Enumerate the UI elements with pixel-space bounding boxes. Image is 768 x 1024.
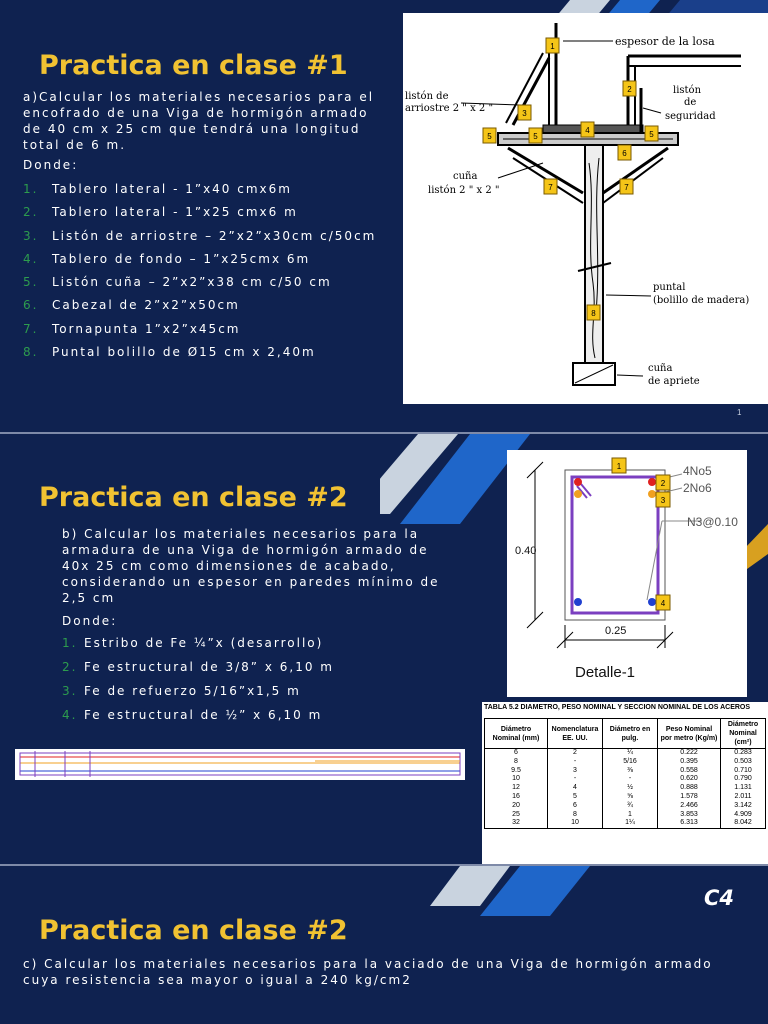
marker-5c: 5 [649,130,654,139]
c4-logo: C4 [704,886,735,910]
list-item: 7. Tornapunta 1”x2”x45cm [23,321,241,336]
slide-1-paragraph: a)Calcular los materiales necesarios para el encofrado de una Viga de hormigón armado de 40 cm x 25 cm que tendrá una longitud total de 6 m. [23,90,375,152]
bar-schematic [15,749,465,780]
marker-4: 4 [660,599,666,608]
label-liston-arriostre: listón de [405,91,449,102]
slide-3-title: Practica en clase #2 [39,915,348,946]
slide-2-donde: Donde: [62,614,118,628]
table-row: 20 6 ¾ 2.466 3.142 [485,802,766,811]
list-item: 6. Cabezal de 2”x2”x50cm [23,298,240,313]
slide-2-title: Practica en clase #2 [39,482,348,513]
steel-table [484,718,766,829]
slide-2 [0,434,768,864]
marker-3: 3 [522,109,527,118]
slide-1-title: Practica en clase #1 [39,50,348,81]
marker-5b: 5 [533,132,538,141]
steel-table-caption: TABLA 5.2 DIAMETRO, PESO NOMINAL Y SECCIÓN NOMINAL DE LOS ACEROS [484,704,751,711]
beam-section-detail [507,450,747,697]
marker-2: 2 [627,85,632,94]
list-item: 3. Fe de refuerzo 5/16”x1,5 m [62,684,301,698]
label-n3: N3@0.10 [687,515,738,529]
marker-8: 8 [591,309,596,318]
detail-caption: Detalle-1 [575,664,636,681]
list-item: 2. Tablero lateral - 1”x25 cmx6 m [23,205,298,220]
table-row: 10 - - 0.620 0.790 [485,775,766,784]
list-item: 4. Fe estructural de ½” x 6,10 m [62,708,323,722]
marker-3: 3 [660,496,666,505]
formwork-figure [403,13,768,404]
list-item: 1. Tablero lateral - 1”x40 cmx6m [23,182,292,196]
page-number: 1 [737,408,742,417]
table-row: 8 - 5/16 0.395 0.503 [485,758,766,767]
slide-1 [0,0,768,432]
label-liston-seguridad-word: seguridad [665,111,716,122]
slide-3 [0,866,768,1024]
label-cuna: cuña [453,171,478,182]
label-liston-seguridad: listón [673,85,702,96]
table-header: Diámetro Nominal (cm²) [721,719,766,749]
marker-1: 1 [550,42,555,51]
label-2no6: 2No6 [683,481,712,495]
table-row: 12 4 ½ 0.888 1.131 [485,784,766,793]
slide-3-paragraph: c) Calcular los materiales necesarios para la vaciado de una Viga de hormigón armado cuya resistencia sea mayor o igual a 240 kg/cm2 [23,957,713,987]
list-item: 8. Puntal bolillo de Ø15 cm x 2,40m [23,345,316,360]
table-row: 16 5 ⅝ 1.578 2.011 [485,793,766,802]
marker-6: 6 [622,149,627,158]
table-row: 6 2 ¼ 0.222 0.283 [485,749,766,758]
label-liston-seguridad-de: de [684,97,697,108]
label-espesor-losa: espesor de la losa [615,35,715,48]
list-item: 3. Listón de arriostre – 2”x2”x30cm c/50cm [23,228,377,243]
table-header: Diámetro Nominal (mm) [485,719,548,749]
table-row: 9.5 3 ⅜ 0.558 0.710 [485,767,766,776]
marker-7a: 7 [548,183,553,192]
label-puntal-bolillo: (bolillo de madera) [653,295,750,306]
table-header: Diámetro en pulg. [603,719,658,749]
label-cuna-apriete: cuña [648,363,673,374]
slide-1-materials-list [23,182,376,368]
table-header: Nomenclatura EE. UU. [548,719,603,749]
slide-2-paragraph: b) Calcular los materiales necesarios para la armadura de una Viga de hormigón armado de 40x 25 cm como dimensiones de acabado, considerando un espesor en paredes mínimo de 2,5 cm [62,527,440,605]
dim-height: 0.40 [515,545,537,557]
label-cuna-liston: listón 2 " x 2 " [428,185,500,196]
slide-1-donde: Donde: [23,158,79,172]
label-de-apriete: de apriete [648,376,700,387]
marker-7b: 7 [624,183,629,192]
marker-5a: 5 [487,132,492,141]
list-item: 1. Estribo de Fe ¼”x (desarrollo) [62,636,324,650]
table-row: 25 8 1 3.853 4.909 [485,811,766,820]
label-4no5: 4No5 [683,464,712,478]
label-puntal: puntal [653,282,686,293]
table-header: Peso Nominal por metro (Kg/m) [658,719,721,749]
dim-width: 0.25 [605,625,627,637]
marker-1: 1 [616,462,622,471]
list-item: 5. Listón cuña – 2”x2”x38 cm c/50 cm [23,275,332,290]
slide-2-materials-list [62,636,334,732]
list-item: 4. Tablero de fondo – 1”x25cmx 6m [23,251,311,266]
list-item: 2. Fe estructural de 3/8” x 6,10 m [62,660,334,674]
marker-2: 2 [660,479,666,488]
label-liston-arriostre-size: arriostre 2 " x 2 " [405,103,494,114]
table-row: 32 10 1¼ 6.313 8.042 [485,819,766,828]
marker-4: 4 [585,126,590,135]
